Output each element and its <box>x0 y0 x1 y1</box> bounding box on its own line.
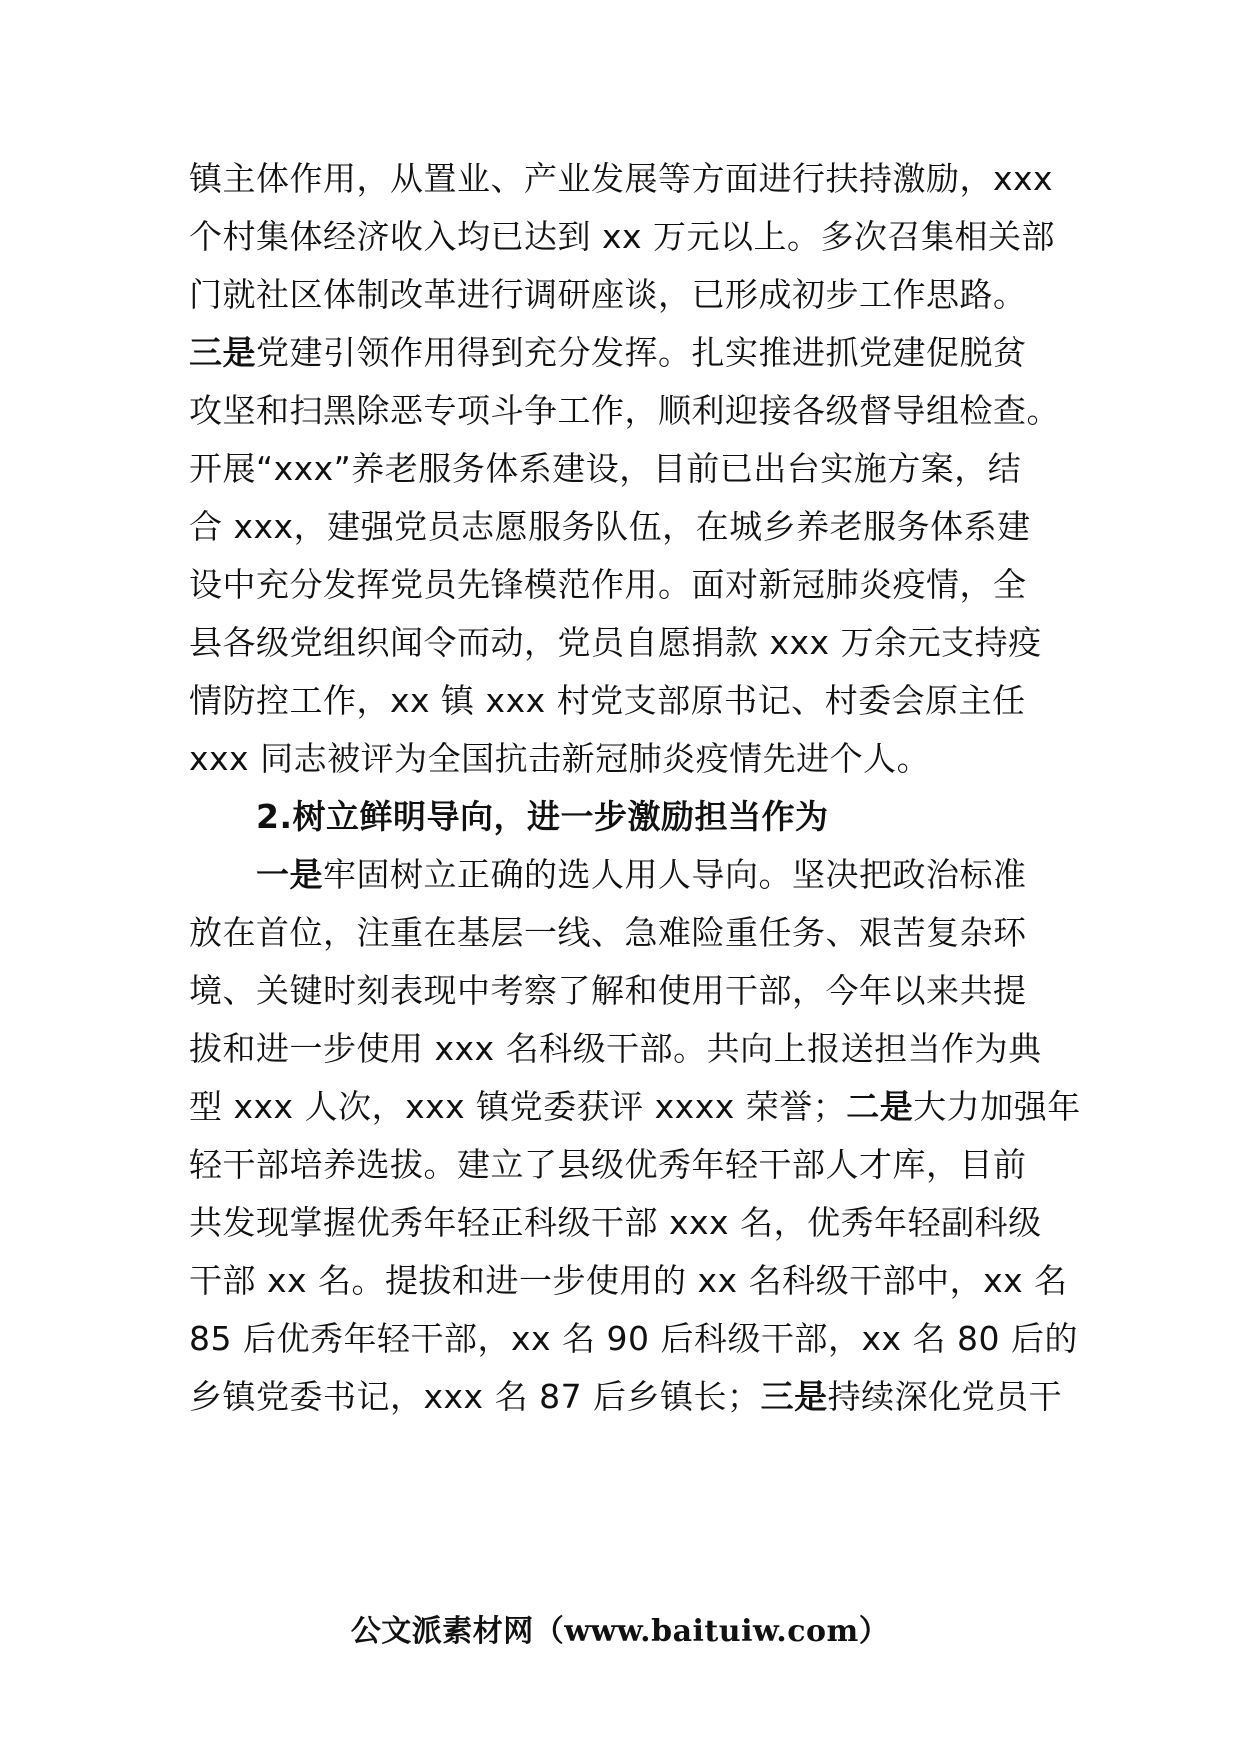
text-line <box>189 911 1069 955</box>
text-segment: 设中充分发挥党员先锋模范作用。面对新冠肺炎疫情，全 <box>189 565 1027 604</box>
text-segment: 合 xxx，建强党员志愿服务队伍，在城乡养老服务体系建 <box>189 507 1031 546</box>
text-segment: 镇主体作用，从置业、产业发展等方面进行扶持激励，xxx <box>189 159 1054 198</box>
text-line <box>189 157 1069 201</box>
text-segment: 门就社区体制改革进行调研座谈，已形成初步工作思路。 <box>189 275 1027 314</box>
text-line <box>189 215 1069 259</box>
text-segment: 开展“xxx”养老服务体系建设，目前已出台实施方案，结 <box>189 449 1022 488</box>
text-line <box>256 853 1136 897</box>
footer-watermark: 公文派素材网（www.baituiw.com） <box>350 1614 890 1649</box>
bold-lead-text: 一是 <box>256 855 323 894</box>
text-segment: 牢固树立正确的选人用人导向。坚决把政治标准 <box>323 855 1027 894</box>
text-line <box>189 1375 1069 1419</box>
text-line <box>189 1143 1069 1187</box>
text-line <box>189 273 1069 317</box>
text-segment: 攻坚和扫黑除恶专项斗争工作，顺利迎接各级督导组检查。 <box>189 391 1060 430</box>
text-line <box>189 621 1069 665</box>
text-line <box>189 389 1069 433</box>
text-segment: 县各级党组织闻令而动，党员自愿捐款 xxx 万余元支持疫 <box>189 623 1042 662</box>
text-segment: 轻干部培养选拔。建立了县级优秀年轻干部人才库，目前 <box>189 1145 1027 1184</box>
text-segment: 乡镇党委书记，xxx 名 87 后乡镇长； <box>189 1377 761 1416</box>
text-segment: 拔和进一步使用 xxx 名科级干部。共向上报送担当作为典 <box>189 1029 1042 1068</box>
text-line <box>189 447 1069 491</box>
section-heading <box>256 795 1136 839</box>
bold-lead-text: 2.树立鲜明导向，进一步激励担当作为 <box>256 797 829 836</box>
text-line <box>189 737 1069 781</box>
text-line <box>189 563 1069 607</box>
text-line <box>189 1201 1069 1245</box>
text-line <box>189 679 1069 723</box>
text-segment: xxx 同志被评为全国抗击新冠肺炎疫情先进个人。 <box>189 739 931 778</box>
text-segment: 个村集体经济收入均已达到 xx 万元以上。多次召集相关部 <box>189 217 1056 256</box>
text-segment: 党建引领作用得到充分发挥。扎实推进抓党建促脱贫 <box>256 333 1027 372</box>
text-segment: 共发现掌握优秀年轻正科级干部 xxx 名，优秀年轻副科级 <box>189 1203 1042 1242</box>
text-line <box>189 1027 1069 1071</box>
text-line <box>189 1085 1081 1129</box>
text-segment: 放在首位，注重在基层一线、急难险重任务、艰苦复杂环 <box>189 913 1027 952</box>
text-line <box>189 505 1069 549</box>
text-segment: 干部 xx 名。提拔和进一步使用的 xx 名科级干部中，xx 名 <box>189 1261 1068 1300</box>
bold-lead-text: 二是 <box>846 1087 914 1126</box>
text-segment: 型 xxx 人次，xxx 镇党委获评 xxxx 荣誉； <box>189 1087 847 1126</box>
text-segment: 85 后优秀年轻干部，xx 名 90 后科级干部，xx 名 80 后的 <box>189 1319 1079 1358</box>
text-segment: 持续深化党员干 <box>827 1377 1063 1416</box>
text-line <box>189 1317 1079 1361</box>
text-segment: 境、关键时刻表现中考察了解和使用干部，今年以来共提 <box>189 971 1027 1010</box>
bold-lead-text: 三是 <box>189 333 256 372</box>
bold-lead-text: 三是 <box>760 1377 828 1416</box>
text-line <box>189 969 1069 1013</box>
text-segment: 大力加强年 <box>913 1087 1081 1126</box>
text-line <box>189 331 1069 375</box>
text-line <box>189 1259 1069 1303</box>
text-segment: 情防控工作，xx 镇 xxx 村党支部原书记、村委会原主任 <box>189 681 1026 720</box>
